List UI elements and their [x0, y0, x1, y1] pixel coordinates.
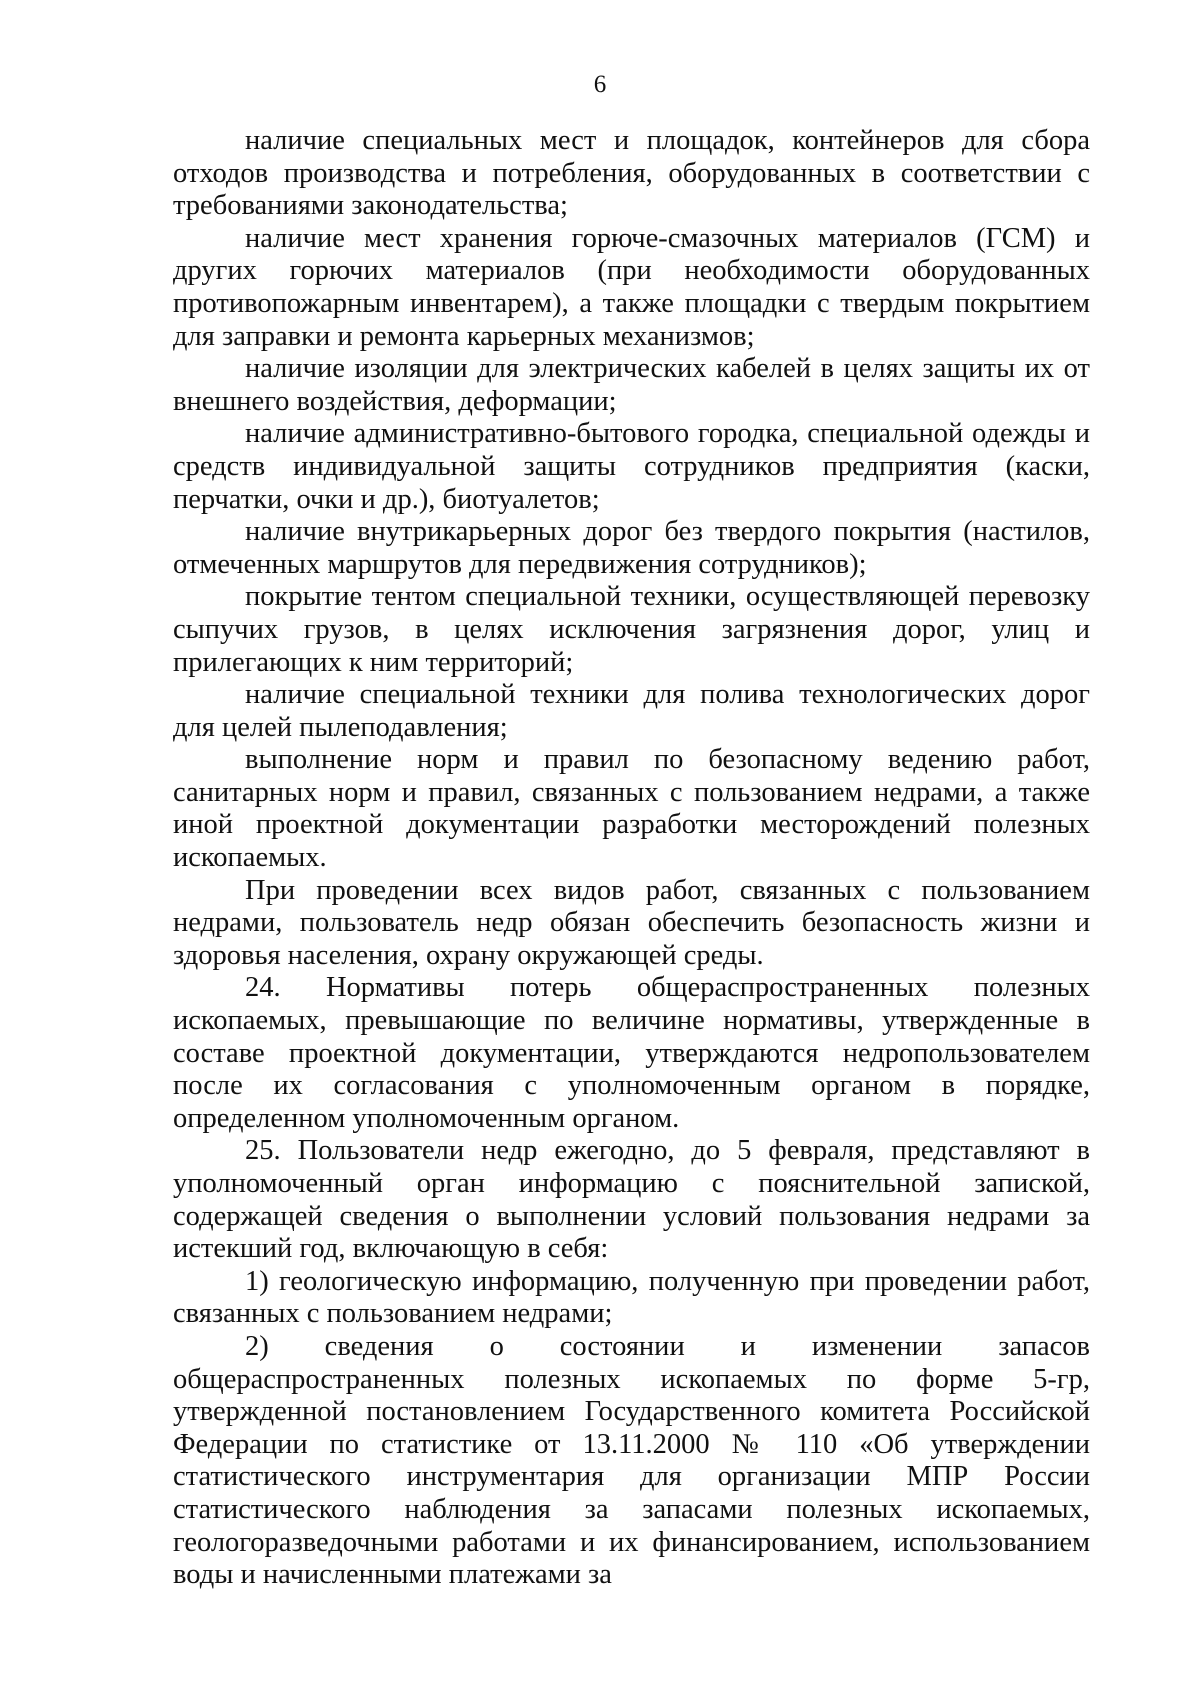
paragraph-admin-town: наличие административно-бытового городка, специальной одежды и средств индивидуальной защиты сотрудников предприятия (каски, перчатки, очки и др.), биотуалетов; [173, 418, 1090, 515]
paragraph-tarp-cover: покрытие тентом специальной техники, осуществляющей перевозку сыпучих грузов, в целях исключения загрязнения дорог, улиц и прилегающих к ним территорий; [173, 581, 1090, 678]
paragraph-item-25: 25. Пользователи недр ежегодно, до 5 февраля, представляют в уполномоченный орган информацию с пояснительной запиской, содержащей сведения о выполнении условий пользования недрами за истекший год, включающую в себя: [173, 1135, 1090, 1265]
page-number: 6 [593, 71, 607, 98]
document-body [173, 125, 1090, 1592]
paragraph-fuel-storage: наличие мест хранения горюче-смазочных материалов (ГСМ) и других горючих материалов (при необходимости оборудованных противопожарным инвентарем), а также площадки с твердым покрытием для заправки и ремонта карьерных механизмов; [173, 222, 1090, 352]
paragraph-subitem-1: 1) геологическую информацию, полученную при проведении работ, связанных с пользованием недрами; [173, 1265, 1090, 1330]
paragraph-item-24: 24. Нормативы потерь общераспространенных полезных ископаемых, превышающие по величине нормативы, утвержденные в составе проектной документации, утверждаются недропользователем после их согласования с уполномоченным органом в порядке, определенном уполномоченным органом. [173, 972, 1090, 1134]
paragraph-waste-sites: наличие специальных мест и площадок, контейнеров для сбора отходов производства и потребления, оборудованных в соответствии с требованиями законодательства; [173, 125, 1090, 222]
paragraph-safety-norms: выполнение норм и правил по безопасному ведению работ, санитарных норм и правил, связанных с пользованием недрами, а также иной проектной документации разработки месторождений полезных ископаемых. [173, 744, 1090, 874]
paragraph-dust-suppression: наличие специальной техники для полива технологических дорог для целей пылеподавления; [173, 679, 1090, 743]
paragraph-pit-roads: наличие внутрикарьерных дорог без твердого покрытия (настилов, отмеченных маршрутов для передвижения сотрудников); [173, 516, 1090, 580]
paragraph-cable-insulation: наличие изоляции для электрических кабелей в целях защиты их от внешнего воздействия, деформации; [173, 353, 1090, 417]
paragraph-population-safety: При проведении всех видов работ, связанных с пользованием недрами, пользователь недр обязан обеспечить безопасность жизни и здоровья населения, охрану окружающей среды. [173, 874, 1090, 971]
paragraph-subitem-2: 2) сведения о состоянии и изменении запасов общераспространенных полезных ископаемых по форме 5-гр, утвержденной постановлением Государственного комитета Российской Федерации по статистике от 13.11.2000 № 110 «Об утверждении статистического инструментария для организации МПР России статистического наблюдения за запасами полезных ископаемых, геологоразведочными работами и их финансированием, использованием воды и начисленными платежами за [173, 1330, 1090, 1591]
